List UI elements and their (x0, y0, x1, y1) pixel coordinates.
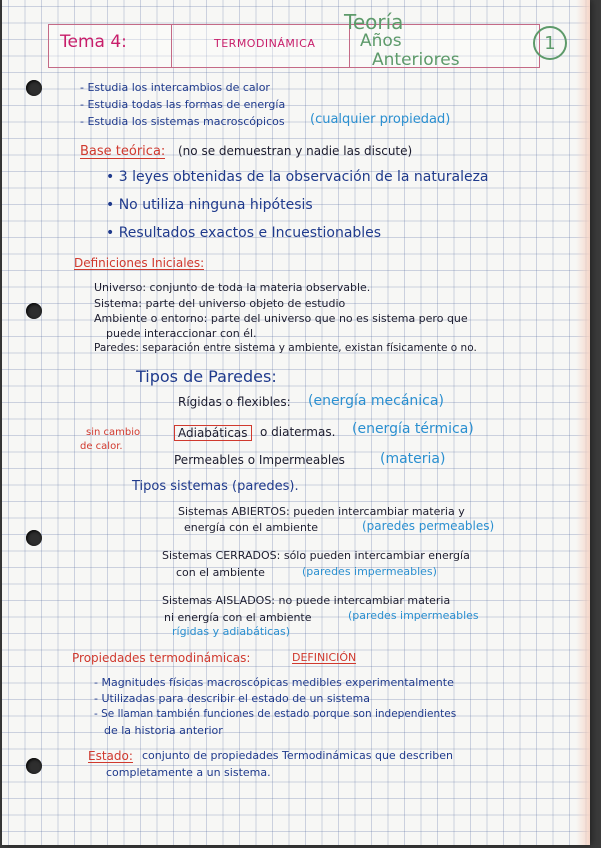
base-teorica-bullet: • No utiliza ninguna hipótesis (106, 197, 313, 213)
base-teorica-heading: Base teórica: (80, 144, 166, 159)
notebook-page (2, 0, 590, 845)
intro-line: - Estudia todas las formas de energía (80, 98, 286, 111)
definicion-line: Paredes: separación entre sistema y ambiente, existan físicamente o no. (94, 342, 477, 354)
margin-note: sin cambio (86, 427, 141, 438)
estado-label: Estado: (88, 749, 133, 763)
intro-note: (cualquier propiedad) (310, 112, 451, 127)
propiedades-definicion: DEFINICIÓN (292, 651, 357, 664)
estado-line: conjunto de propiedades Termodinámicas que describen (142, 749, 454, 762)
permeables-note: (materia) (380, 451, 446, 467)
binder-hole-icon (26, 758, 42, 774)
subject-title: TERMODINÁMICA (214, 37, 316, 50)
propiedades-line: de la historia anterior (104, 724, 223, 737)
cerrados-note: (paredes impermeables) (302, 565, 437, 578)
base-teorica-bullet: • Resultados exactos e Incuestionables (106, 225, 382, 241)
diatermas-label: o diatermas. (260, 425, 336, 439)
margin-note: de calor. (80, 441, 123, 452)
intro-line: - Estudia los sistemas macroscópicos (80, 115, 285, 128)
tipos-sistemas-heading: Tipos sistemas (paredes). (132, 479, 299, 494)
adiabaticas-label: Adiabáticas (174, 425, 252, 441)
cerrados-line: Sistemas CERRADOS: sólo pueden intercambiar energía (162, 549, 470, 562)
tipos-paredes-heading: Tipos de Paredes: (136, 367, 277, 386)
rigidas-label: Rígidas o flexibles: (178, 395, 291, 409)
definicion-line: Ambiente o entorno: parte del universo que no es sistema pero que (94, 312, 468, 325)
base-teorica-bullet: • 3 leyes obtenidas de la observación de la naturaleza (106, 169, 489, 185)
aislados-note: rígidas y adiabáticas) (172, 625, 290, 638)
propiedades-line: - Magnitudes físicas macroscópicas medibles experimentalmente (94, 676, 454, 689)
base-teorica-note: (no se demuestran y nadie las discute) (178, 144, 413, 158)
section-line-2: Años (360, 31, 402, 51)
propiedades-heading: Propiedades termodinámicas: (72, 651, 251, 665)
section-line-3: Anteriores (372, 50, 460, 70)
definicion-line: puede interaccionar con él. (106, 327, 257, 340)
rigidas-note: (energía mecánica) (308, 393, 444, 409)
binder-hole-icon (26, 303, 42, 319)
propiedades-line: - Se llaman también funciones de estado porque son independientes (94, 708, 457, 720)
aislados-note: (paredes impermeables (348, 609, 479, 622)
aislados-line: Sistemas AISLADOS: no puede intercambiar materia (162, 594, 451, 607)
binder-hole-icon (26, 80, 42, 96)
permeables-label: Permeables o Impermeables (174, 453, 345, 467)
abiertos-line: Sistemas ABIERTOS: pueden intercambiar materia y (178, 505, 465, 518)
diatermas-note: (energía térmica) (352, 421, 474, 437)
definiciones-heading: Definiciones Iniciales: (74, 256, 205, 270)
aislados-line: ni energía con el ambiente (164, 611, 312, 624)
binder-hole-icon (26, 530, 42, 546)
tema-label: Tema 4: (60, 32, 127, 52)
page-number-badge: 1 (533, 26, 567, 60)
page-edge (576, 0, 590, 845)
section-line-1: Teoría (344, 10, 404, 34)
cerrados-line: con el ambiente (176, 566, 265, 579)
definicion-line: Universo: conjunto de toda la materia observable. (94, 281, 371, 294)
propiedades-line: - Utilizadas para describir el estado de un sistema (94, 692, 370, 705)
definicion-line: Sistema: parte del universo objeto de estudio (94, 297, 346, 310)
abiertos-line: energía con el ambiente (184, 521, 318, 534)
abiertos-note: (paredes permeables) (362, 519, 495, 533)
estado-line: completamente a un sistema. (106, 766, 271, 779)
intro-line: - Estudia los intercambios de calor (80, 81, 270, 94)
